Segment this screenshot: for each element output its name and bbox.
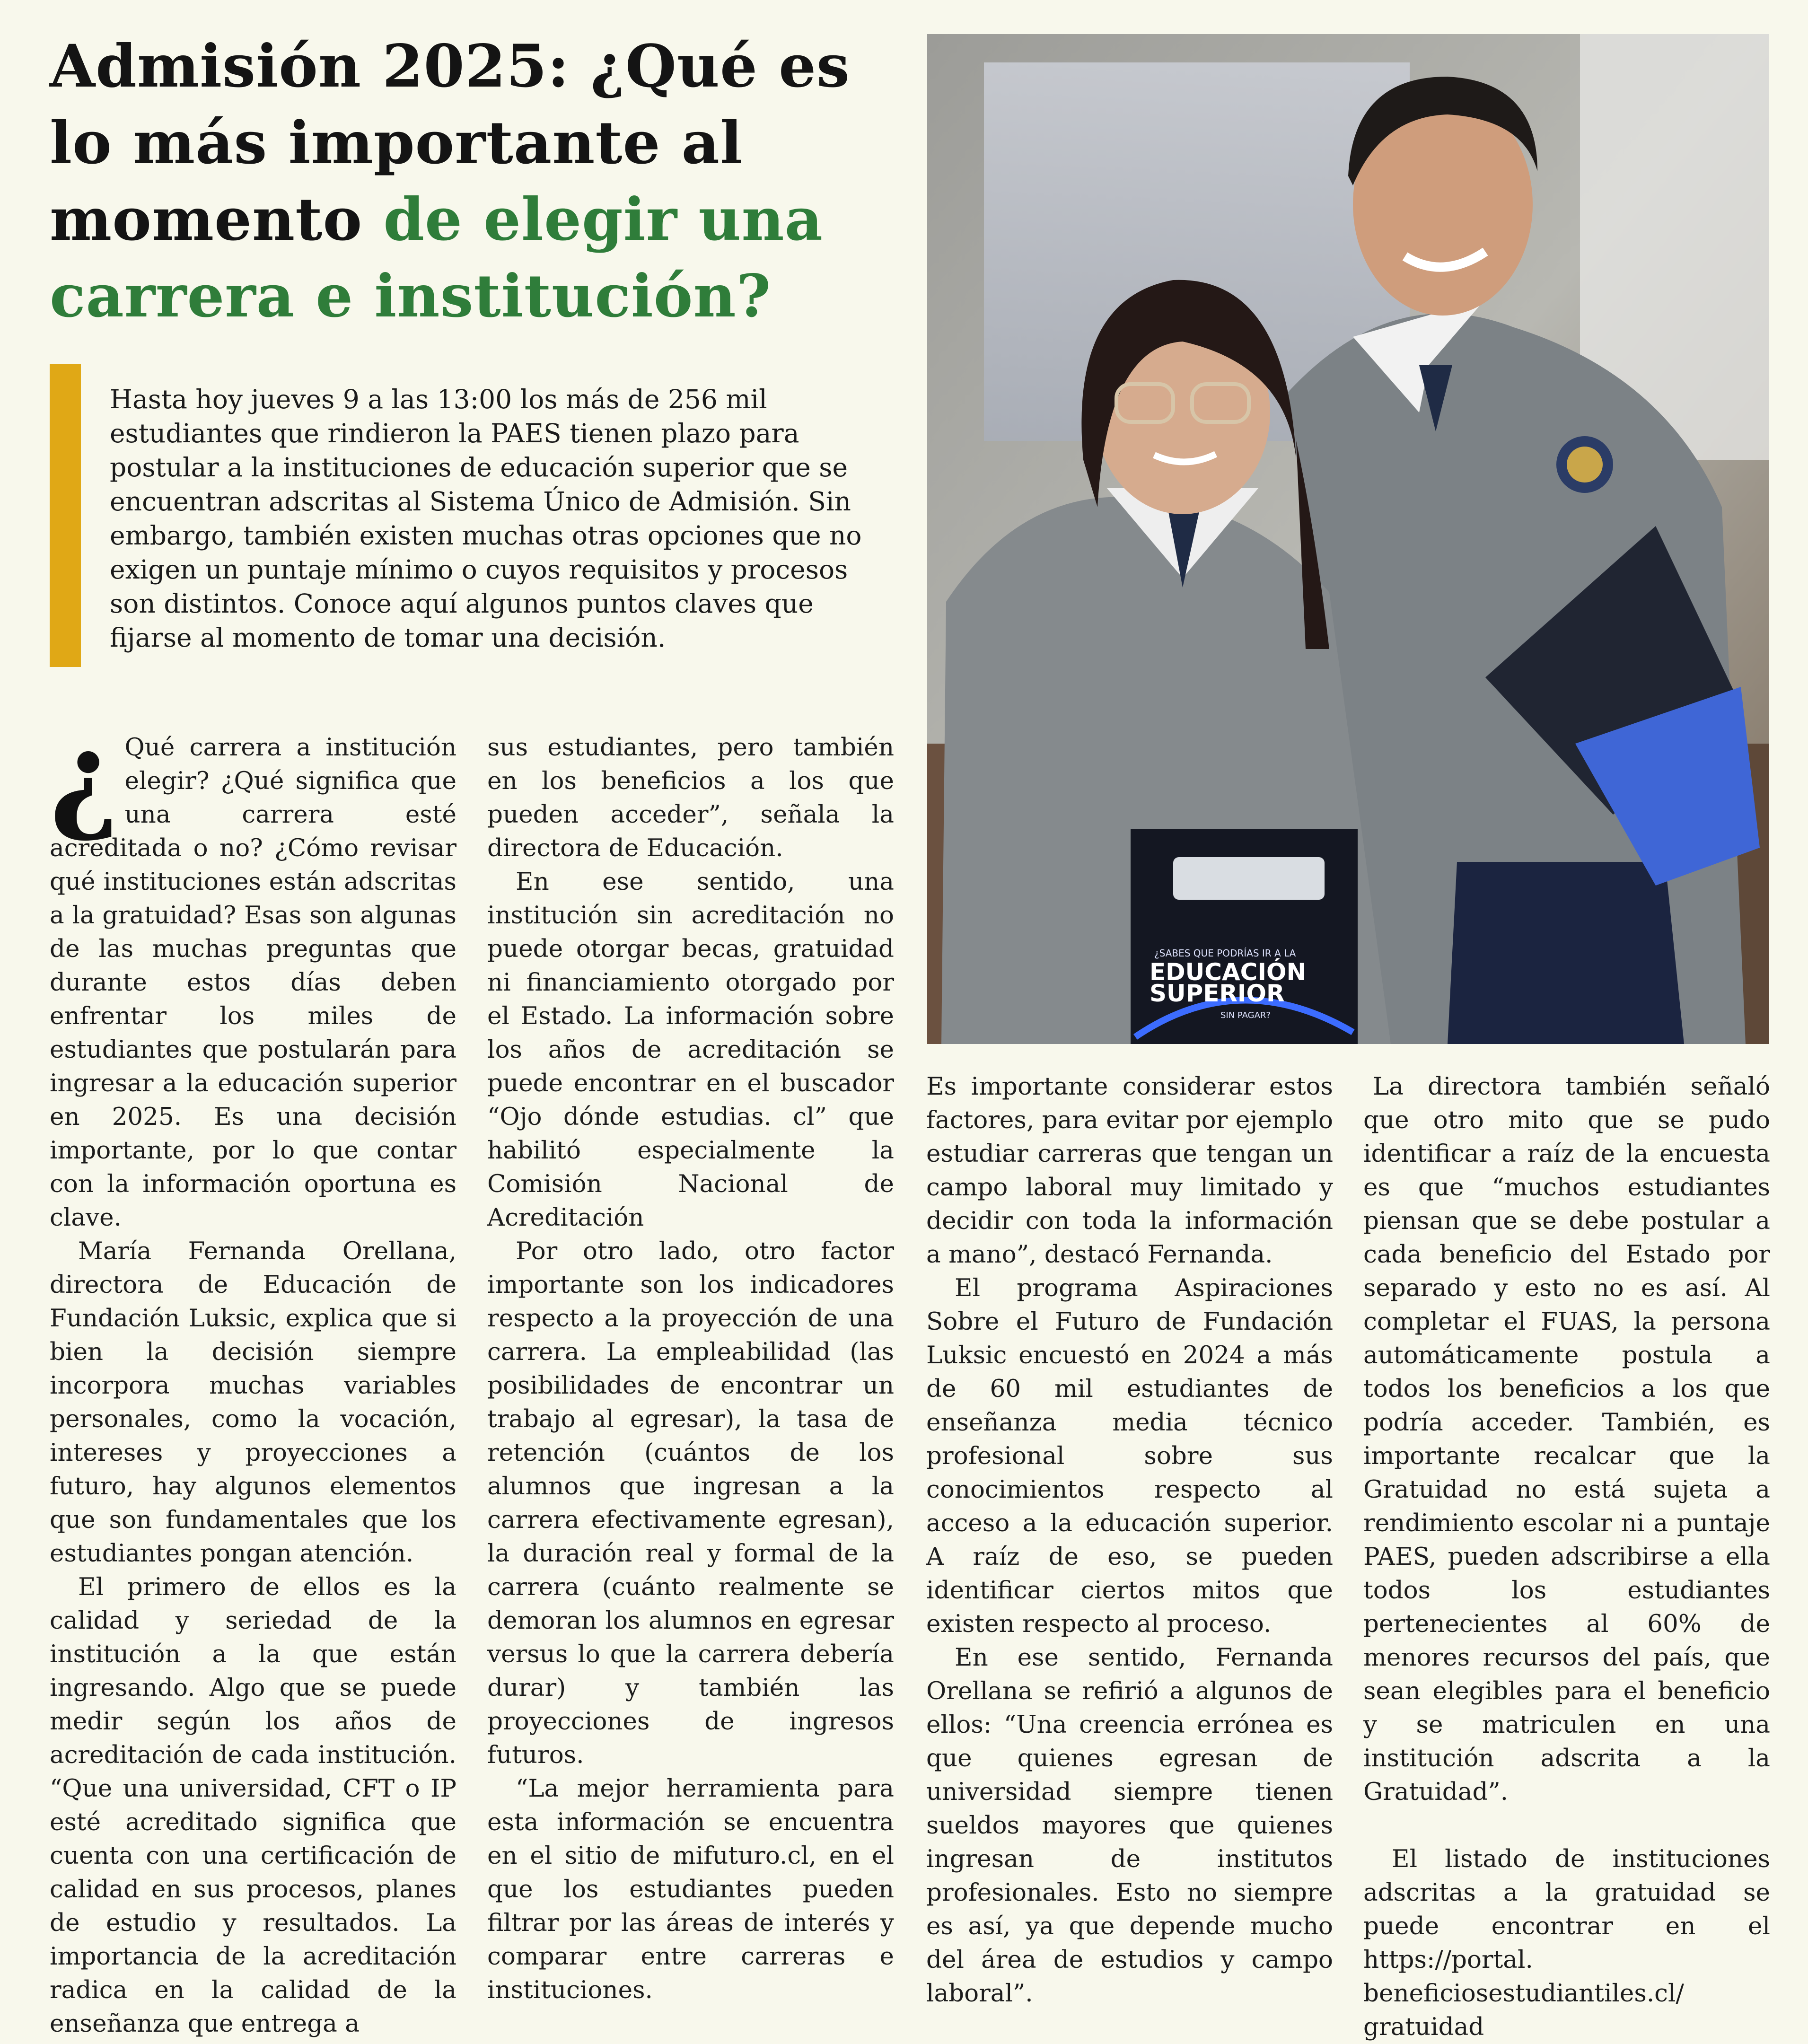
lead-accent-bar xyxy=(50,364,81,667)
paragraph-gap xyxy=(1363,1809,1770,1842)
folder-text-3: SUPERIOR xyxy=(1150,980,1285,1007)
headline-line-2: lo más importante al xyxy=(50,109,743,177)
drop-cap: ¿ xyxy=(50,706,119,845)
headline xyxy=(50,28,915,335)
paragraph: María Fernanda Orellana, directora de Educación de Fundación Luksic, explica que si bien la decisión siempre incorpora muchas variables personales, como la vocación, intereses y proyecciones a futuro, hay algunos elementos que son fundamentales que los estudiantes pongan atención. xyxy=(50,1237,456,1568)
paragraph: Por otro lado, otro factor importante son los indicadores respecto a la proyección de una carrera. La empleabilidad (las posibilidades de encontrar un trabajo al egresar), la tasa de retención (cuántos de los alumnos que ingresan a la carrera efectivamente egresan), la duración real y formal de la carrera (cuánto realmente se demoran los alumnos en egresar versus lo que la carrera debería durar) y también las proyecciones de ingresos futuros. xyxy=(487,1237,894,1769)
article-column-2 xyxy=(487,731,894,2007)
headline-line-1: Admisión 2025: ¿Qué es xyxy=(50,32,850,101)
students-photo xyxy=(927,34,1769,1044)
headline-line-4-green: carrera e institución? xyxy=(50,262,772,331)
paragraph: sus estudiantes, pero también en los beneficios a los que pueden acceder”, señala la directora de Educación. xyxy=(487,733,894,862)
paragraph: El primero de ellos es la calidad y seriedad de la institución a la que están ingresando. Algo que se puede medir según los años de acreditación de cada institución. “Que una universidad, CFT o IP esté acreditado significa que cuenta con una certificación de calidad en sus procesos, planes de estudio y resultados. La importancia de la acreditación radica en la calidad de la enseñanza que entrega a xyxy=(50,1573,456,2038)
paragraph xyxy=(50,706,456,1235)
article-column-4 xyxy=(1363,1070,1770,2044)
article-column-3 xyxy=(926,1070,1333,2010)
paragraph: En ese sentido, una institución sin acreditación no puede otorgar becas, gratuidad ni financiamiento otorgado por el Estado. La información sobre los años de acreditación se puede encontrar en el buscador “Ojo dónde estudias. cl” que habilitó especialmente la Comisión Nacional de Acreditación xyxy=(487,868,894,1232)
paragraph: Es importante considerar estos factores, para evitar por ejemplo estudiar carreras que tengan un campo laboral muy limitado y decidir con toda la información a mano”, destacó Fernanda. xyxy=(926,1072,1333,1269)
paragraph: “La mejor herramienta para esta información se encuentra en el sitio de mifuturo.cl, en el que los estudiantes pueden filtrar por las áreas de interés y comparar entre carreras e instituciones. xyxy=(487,1774,894,2004)
paragraph-text: Qué carrera a institución elegir? ¿Qué significa que una carrera esté acreditada o no? ¿Cómo revisar qué instituciones están adscritas a la gratuidad? Esas son algunas de las muchas preguntas que durante estos días deben enfrentar los miles de estudiantes que postularán para ingresar a la educación superior en 2025. Es una decisión importante, por lo que contar con la información oportuna es clave. xyxy=(50,733,456,1232)
headline-line-3: momento xyxy=(50,185,384,254)
headline-line-3-green: de elegir una xyxy=(383,185,823,254)
folder-text-2: EDUCACIÓN xyxy=(1150,958,1307,986)
lead-paragraph: Hasta hoy jueves 9 a las 13:00 los más de 256 mil estudiantes que rindieron la PAES tienen plazo para postular a la instituciones de educación superior que se encuentran adscritas al Sistema Único de Admisión. Sin embargo, también existen muchas otras opciones que no exigen un puntaje mínimo o cuyos requisitos y procesos son distintos. Conoce aquí algunos puntos claves que fijarse al momento de tomar una decisión. xyxy=(110,384,862,653)
paragraph: En ese sentido, Fernanda Orellana se refirió a algunos de ellos: “Una creencia errónea es que quienes egresan de universidad siempre tienen sueldos mayores que quienes ingresan de institutos profesionales. Esto no siempre es así, ya que depende mucho del área de estudios y campo laboral”. xyxy=(926,1643,1333,2008)
paragraph: El programa Aspiraciones Sobre el Futuro de Fundación Luksic encuestó en 2024 a más de 60 mil estudiantes de enseñanza media técnico profesional sobre sus conocimientos respecto al acceso a la educación superior. A raíz de eso, se pueden identificar ciertos mitos que existen respecto al proceso. xyxy=(926,1274,1333,1638)
article-column-1 xyxy=(50,706,456,2041)
paragraph: El listado de instituciones adscritas a la gratuidad se puede encontrar en el https://portal. beneficiosestudiantiles.cl/ gratuidad xyxy=(1363,1845,1770,2041)
folder-text-4: SIN PAGAR? xyxy=(1220,1010,1271,1020)
paragraph: La directora también señaló que otro mito que se pudo identificar a raíz de la encuesta es que “muchos estudiantes piensan que se debe postular a cada beneficio del Estado por separado y esto no es así. Al completar el FUAS, la persona automáticamente postula a todos los beneficios a los que podría acceder. También, es importante recalcar que la Gratuidad no está sujeta a rendimiento escolar ni a puntaje PAES, pueden adscribirse a ella todos los estudiantes pertenecientes al 60% de menores recursos del país, que sean elegibles para el beneficio y se matriculen en una institución adscrita a la Gratuidad”. xyxy=(1363,1072,1770,1806)
folder-text-1: ¿SABES QUE PODRÍAS IR A LA xyxy=(1154,947,1296,959)
